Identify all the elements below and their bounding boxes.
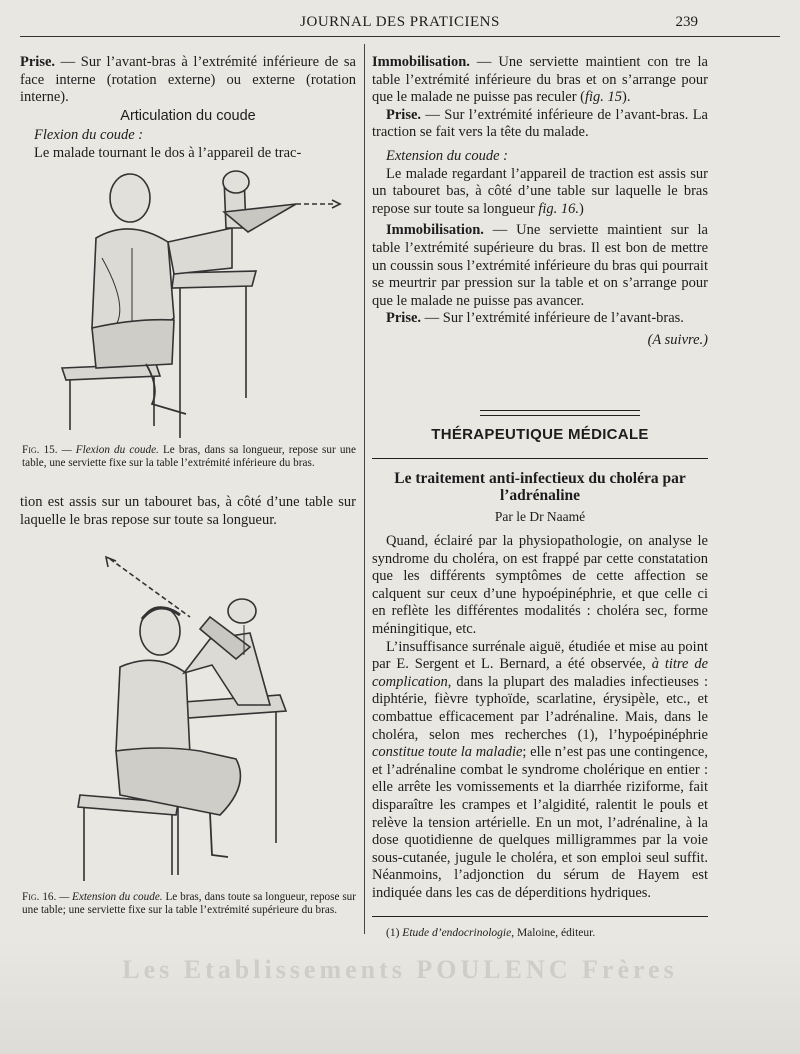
- prise-2: [372, 310, 708, 328]
- immobilisation-1-fig: fig. 15: [584, 89, 623, 106]
- extension-title: Extension du coude :: [386, 147, 509, 164]
- immobilisation-2-lead: Immobilisation.: [386, 222, 484, 239]
- flexion-title: Flexion du coude :: [34, 127, 144, 144]
- a-suivre: (A suivre.): [647, 331, 708, 348]
- running-title: JOURNAL DES PRATICIENS: [300, 14, 500, 30]
- immobilisation-2: [372, 222, 708, 310]
- continuation-paragraph: tion est assis sur un tabouret bas, à côté d’une table sur laquelle le bras repose sur toute sa longueur.: [20, 494, 356, 528]
- figure-16-illustration: [60, 555, 350, 885]
- footnote-rule: [372, 916, 708, 917]
- right-column-top: [372, 54, 708, 350]
- left-column-top: [20, 54, 356, 163]
- figure-16-text: Le bras, dans toute sa longueur, repose sur une table; une serviette fixe sur la table l’extrémité supérieure du bras.: [22, 891, 357, 916]
- immobilisation-1-lead: Immobilisation.: [372, 54, 470, 70]
- extension-text: Le malade regardant l’appareil de traction est assis sur un tabouret bas, à côté d’une table sur laquelle le bras repose sur toute sa longueur: [372, 165, 708, 217]
- article-byline: Par le Dr Naamé: [494, 509, 586, 524]
- footnote-title: Etude d’endocrinologie: [402, 927, 512, 939]
- immobilisation-1-end: ).: [622, 89, 631, 106]
- figure-16-label: Fig. 16.: [22, 891, 57, 903]
- figure-15-title: — Flexion du coude.: [61, 444, 159, 456]
- flexion-paragraph: Le malade tournant le dos à l’appareil de trac-: [34, 144, 302, 161]
- page-header: [20, 12, 780, 37]
- prise-1-text: — Sur l’extrémité inférieure de l’avant-bras. La traction se fait vers la tête du malade.: [372, 106, 708, 141]
- article-paragraph-2-part-1: L’insuffisance surrénale aiguë, étudiée et mise au point par E. Sergent et L. Bernard, a été observée,: [372, 638, 708, 673]
- figure-15-caption: [22, 444, 356, 469]
- extension-fig: fig. 16.: [538, 200, 579, 217]
- section-rule: [480, 410, 640, 416]
- page-number: 239: [675, 14, 698, 30]
- article-paragraph-2-italic-1: à titre de complication: [372, 656, 709, 690]
- immobilisation-2-text: — Une serviette maintient sur la table l’extrémité supérieure du bras. Il est bon de mettre un coussin sous l’extrémité inférieure du bras qui pourrait se meurtrir par pression sur la table et on s’arrange pour que le malade ne puisse pas avancer.: [372, 222, 708, 309]
- extension-paragraph: [372, 166, 708, 219]
- prise-2-text: — Sur l’extrémité inférieure de l’avant-bras.: [421, 310, 684, 327]
- article-paragraph-2: [372, 639, 708, 903]
- figure-15-label: Fig. 15.: [22, 444, 58, 456]
- prise-text: — Sur l’avant-bras à l’extrémité inférieure de sa face interne (rotation externe) ou externe (rotation interne).: [20, 54, 356, 106]
- extension-end: ): [579, 200, 584, 217]
- article-paragraph-2-italic-2: constitue toute la maladie: [372, 744, 523, 761]
- prise-1-lead: Prise.: [386, 106, 422, 123]
- article-paragraph-2-part-3: ; elle n’est pas une contingence, et l’adrénaline combat le syndrome cholérique en entier : elle arrête les vomissements et la diarrhée riziforme, fait disparaître les crampes et l’algidité, ralentit le pouls et relève la tension artérielle. En un mot, l’adrénaline, à la dose quotidienne de quelques milligrammes par la voie sous-cutanée, jugule le choléra, et son emploi seul suffit. Néanmoins, l’adjonction du sérum de Hayem est indiquée dans les cas de déperditions hydriques.: [372, 744, 708, 901]
- article-paragraph-1: Quand, éclairé par la physiopathologie, on analyse le syndrome du choléra, on est frappé par cette constatation que les différents symptômes de cette affection se calquent sur ceux d’une hypoépinéphrie, et que celle ci en reflète les différentes modalités : choléra sec, forme méningitique, etc.: [372, 533, 708, 637]
- figure-15-illustration: [56, 168, 346, 440]
- prise-2-lead: Prise.: [386, 310, 422, 327]
- figure-16-caption: [22, 891, 356, 916]
- article-title: Le traitement anti-infectieux du choléra par l’adrénaline: [394, 470, 686, 504]
- article-paragraph-2-part-2: , dans la plupart des maladies infectieuses : diphtérie, fièvre typhoïde, scarlatine, érysipèle, etc., et combattue efficacement par l’adrénaline. Mais, dans le choléra, selon mes recherches (1), l’hypoépinéphrie: [372, 673, 708, 743]
- column-divider: [364, 44, 365, 934]
- prise-lead: Prise.: [20, 54, 56, 70]
- figure-16-title: — Extension du coude.: [59, 891, 163, 903]
- section-separator: [372, 458, 708, 459]
- figure-15-text: Le bras, dans sa longueur, repose sur une table, une serviette fixe sur la table l’extrémité inférieure du bras.: [22, 444, 356, 469]
- subheading-articulation: Articulation du coude: [120, 107, 256, 124]
- left-column-continuation: [20, 494, 356, 529]
- footnote: [386, 927, 708, 939]
- prise-paragraph: [20, 54, 356, 107]
- article-body: [372, 533, 708, 902]
- immobilisation-1: [372, 54, 708, 107]
- prise-1: [372, 107, 708, 142]
- footnote-publisher: , Maloine, éditeur.: [511, 927, 596, 939]
- immobilisation-1-text: — Une serviette maintient con tre la table l’extrémité inférieure du bras et on s’arrange pour que le malade ne puisse pas reculer (: [372, 54, 708, 106]
- footnote-number: (1): [386, 927, 403, 939]
- bleed-through-text: Les Etablissements POULENC Frères: [122, 955, 678, 984]
- section-title: THÉRAPEUTIQUE MÉDICALE: [431, 426, 649, 443]
